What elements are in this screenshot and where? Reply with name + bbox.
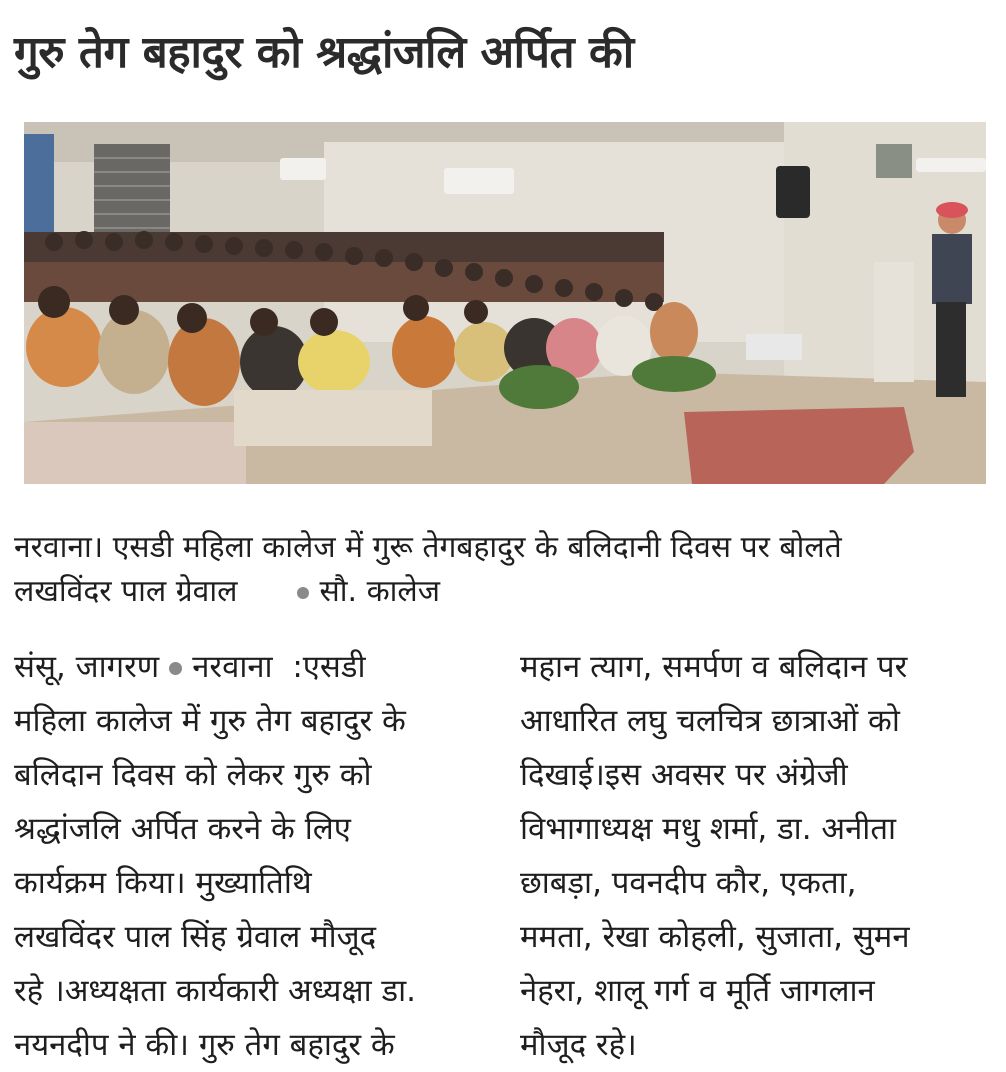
article-line (14, 640, 464, 694)
dateline-place: नरवाना (192, 649, 273, 685)
news-photo (24, 122, 986, 484)
article-line: महिला कालेज में गुरु तेग बहादुर के (14, 703, 406, 739)
photo-caption (14, 526, 974, 614)
dateline-source: संसू, जागरण (14, 649, 160, 685)
headline: गुरु तेग बहादुर को श्रद्धांजलि अर्पित की (14, 27, 634, 78)
bullet-icon (297, 587, 309, 599)
article-column-right (520, 640, 990, 1072)
article-line: महान त्याग, समर्पण व बलिदान पर (520, 649, 908, 685)
article-line: ममता, रेखा कोहली, सुजाता, सुमन (520, 919, 910, 955)
photo-credit: सौ. कालेज (319, 574, 441, 609)
article-text: :एसडी (292, 649, 366, 685)
article-line: विभागाध्यक्ष मधु शर्मा, डा. अनीता (520, 811, 897, 847)
article-line: नेहरा, शालू गर्ग व मूर्ति जागलान (520, 973, 875, 1009)
article-line: श्रद्धांजलि अर्पित करने के लिए (14, 811, 351, 847)
article-line: मौजूद रहे। (520, 1027, 637, 1063)
caption-person-name: लखविंदर पाल ग्रेवाल (14, 574, 238, 609)
caption-line-2 (14, 570, 974, 614)
article-line: नयनदीप ने की। गुरु तेग बहादुर के (14, 1027, 395, 1063)
caption-line-1: नरवाना। एसडी महिला कालेज में गुरू तेगबहादुर के बलिदानी दिवस पर बोलते (14, 530, 842, 565)
article-line: बलिदान दिवस को लेकर गुरु को (14, 757, 372, 793)
bullet-icon (169, 662, 182, 675)
article-line: छाबड़ा, पवनदीप कौर, एकता, (520, 865, 857, 901)
article-line: कार्यक्रम किया। मुख्यातिथि (14, 865, 312, 901)
article-line: दिखाई।इस अवसर पर अंग्रेजी (520, 757, 848, 793)
article-line: आधारित लघु चलचित्र छात्राओं को (520, 703, 900, 739)
article-column-left (14, 640, 464, 1072)
article-line: रहे ।अध्यक्षता कार्यकारी अध्यक्षा डा. (14, 973, 416, 1009)
article-line: लखविंदर पाल सिंह ग्रेवाल मौजूद (14, 919, 377, 955)
